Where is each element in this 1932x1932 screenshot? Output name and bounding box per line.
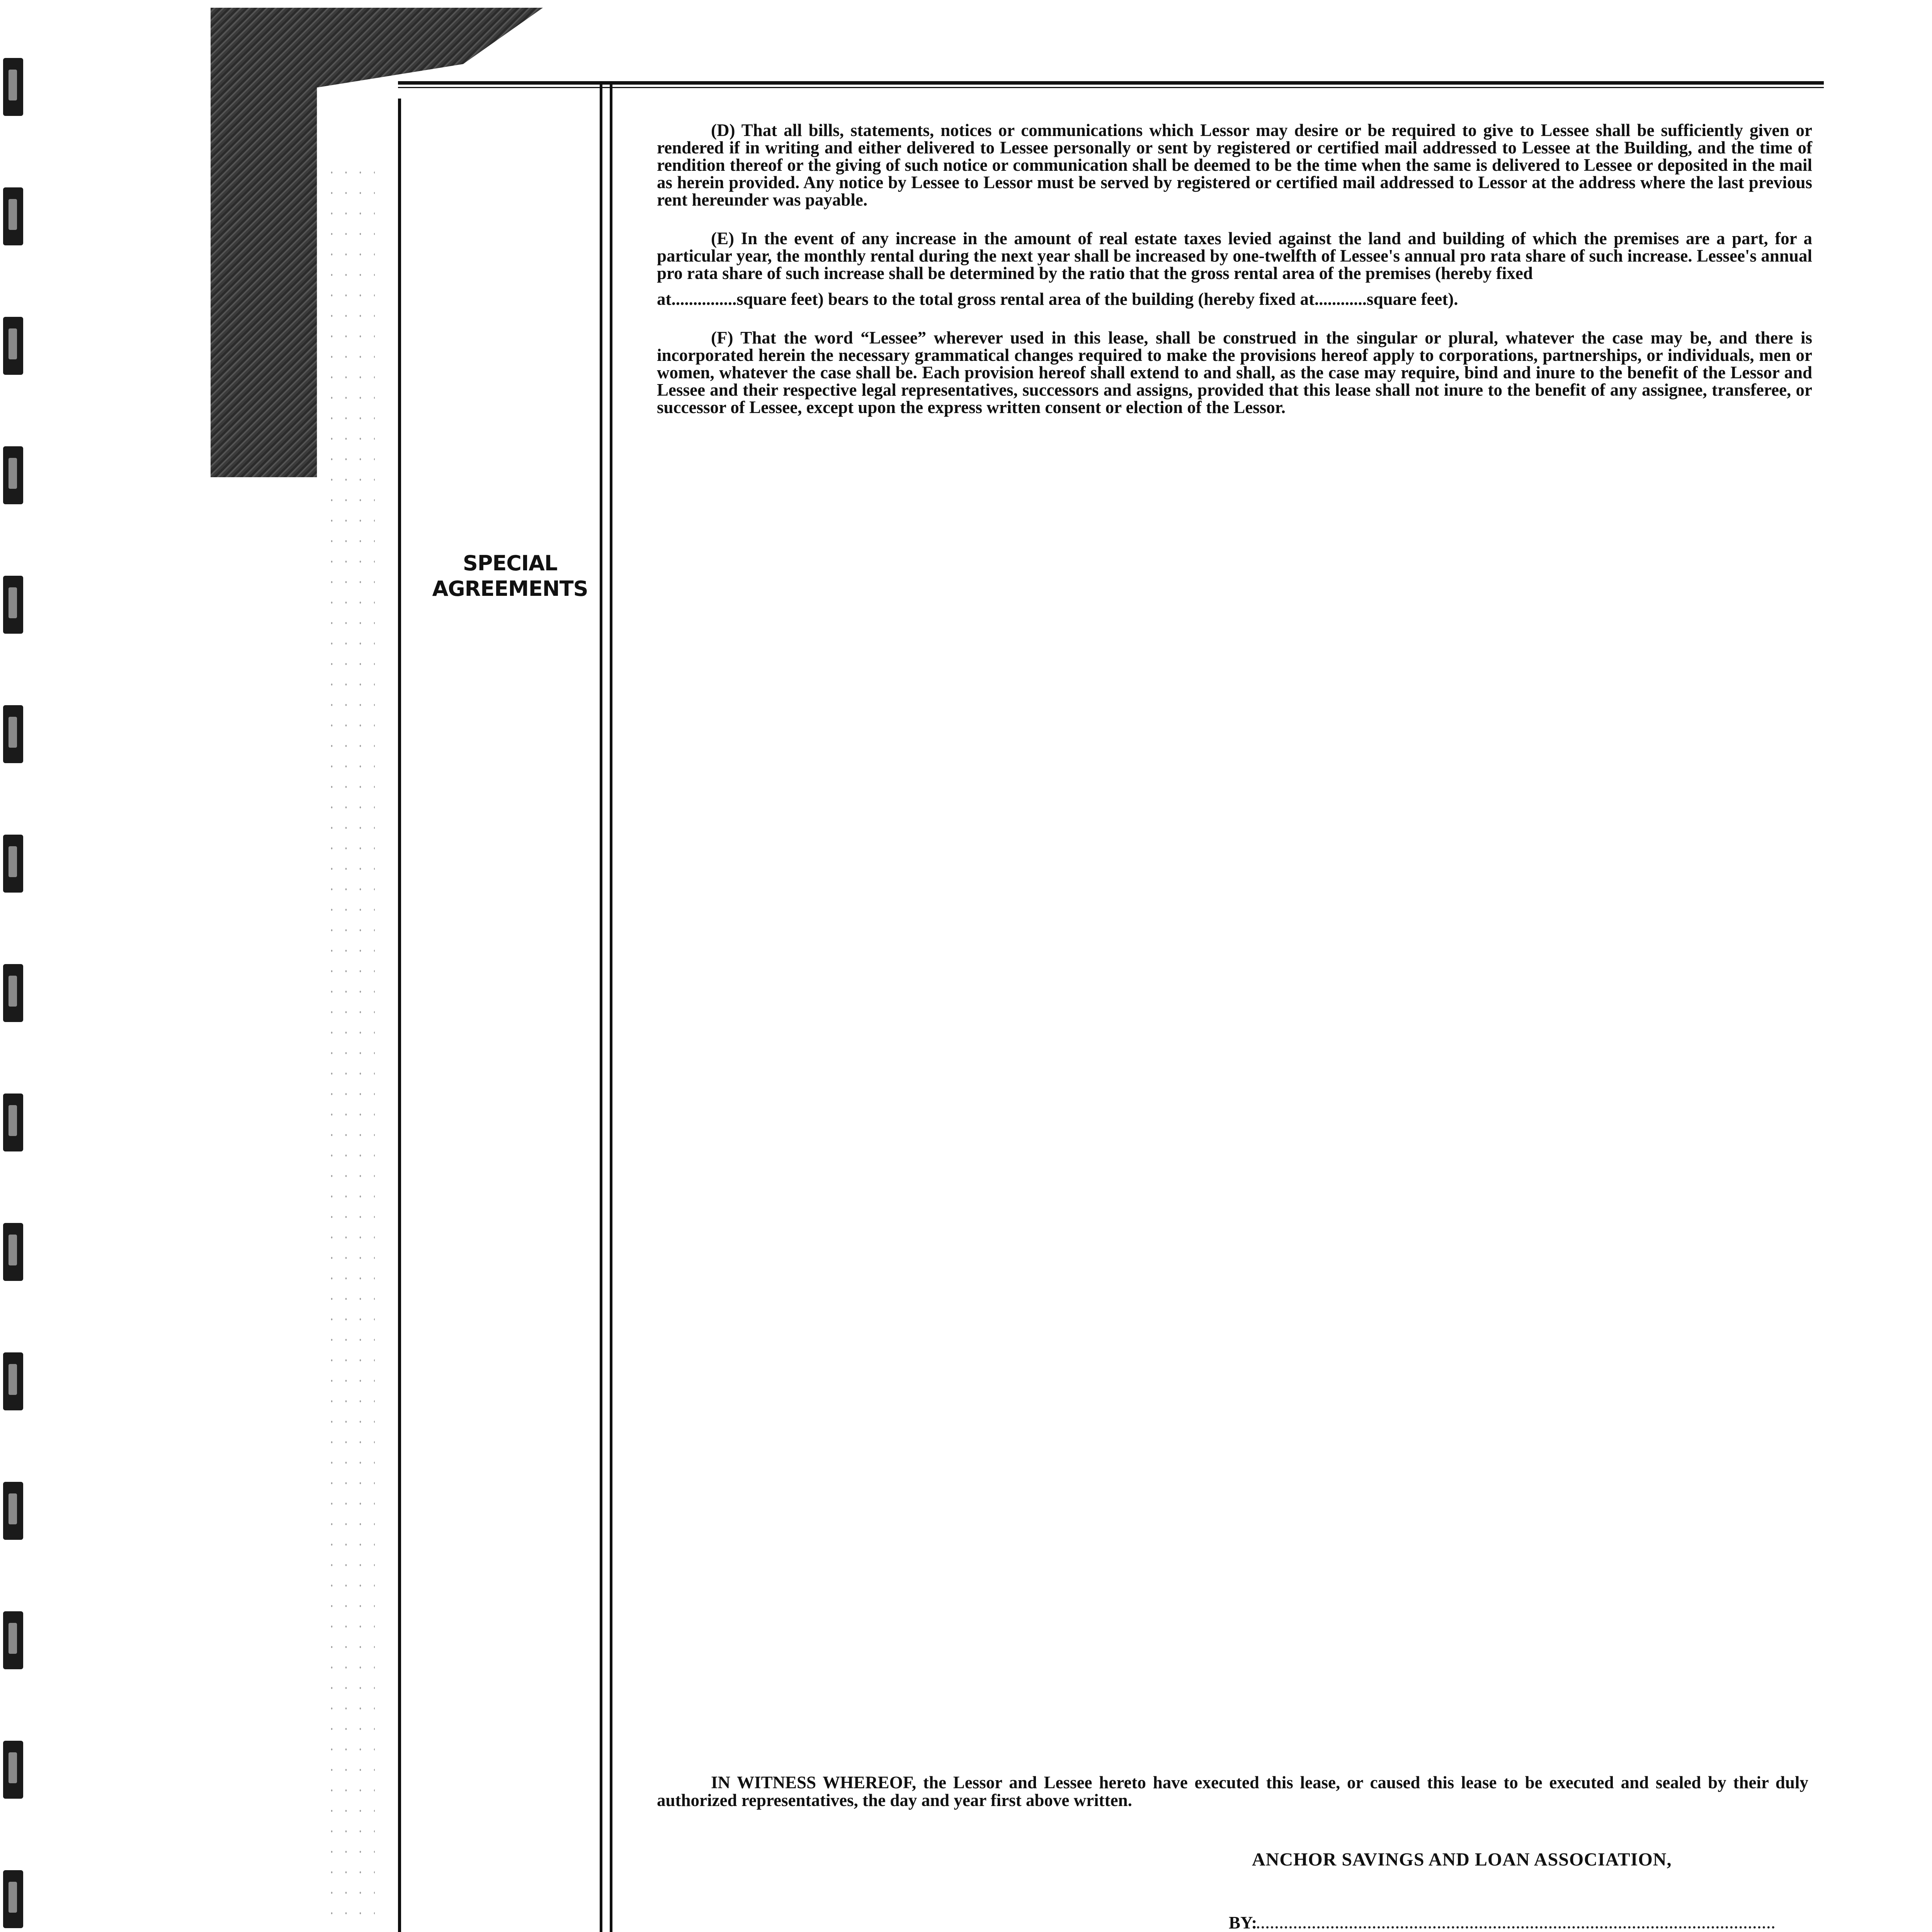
binding-hole	[3, 576, 23, 634]
scan-specks	[325, 162, 375, 1932]
binding-hole	[3, 1741, 23, 1799]
by-label: BY:	[1229, 1913, 1257, 1932]
frame-left-rule	[398, 99, 401, 1932]
binding-hole	[3, 58, 23, 116]
witness-clause: IN WITNESS WHEREOF, the Lessor and Lessee hereto have executed this lease, or caused this lease to be executed and sealed by their duly authorized representatives, the day and year first above written.	[657, 1773, 1808, 1810]
paragraph-f: (F) That the word “Lessee” wherever used in this lease, shall be construed in the singular or plural, whatever the case may be, and there is incorporated herein the necessary grammatical changes required to make the provisions hereof apply to corporations, partnerships, or individuals, men or women, whatever the case shall be. Each provision hereof shall extend to and shall, as the case may require, bind and inure to the benefit of the Lessor and Lessee and their respective legal representatives, successors and assigns, provided that this lease shall not inure to the benefit of any assignee, transferee, or successor of Lessee, except upon the express written consent or election of the Lessor.	[657, 328, 1812, 417]
binding-hole	[3, 835, 23, 893]
scan-corner-artifact	[211, 8, 543, 477]
paragraph-e-continued: at...............square feet) bears to the total gross rental area of the building (hereby fixed at............square feet).	[657, 289, 1458, 309]
signature-line-president[interactable]	[1229, 1913, 1775, 1932]
binding-hole	[3, 964, 23, 1022]
agreement-body	[657, 122, 1812, 437]
column-divider	[600, 83, 602, 1932]
binding-hole	[3, 1094, 23, 1151]
association-name: ANCHOR SAVINGS AND LOAN ASSOCIATION,	[1252, 1849, 1672, 1870]
binding-hole	[3, 705, 23, 763]
binding-hole	[3, 1223, 23, 1281]
signature-dotted-line	[1257, 1915, 1775, 1929]
binding-hole	[3, 446, 23, 504]
column-divider	[610, 83, 612, 1932]
binding-hole	[3, 1482, 23, 1540]
paragraph-d: (D) That all bills, statements, notices or communications which Lessor may desire or be required to give to Lessee shall be sufficiently given or rendered if in writing and either delivered to Lessee personally or sent by registered or certified mail addressed to Lessee at the Building, and the time of rendition thereof or the giving of such notice or communication shall be deemed to be the time when the same is delivered to Lessee or deposited in the mail as herein provided. Any notice by Lessee to Lessor must be served by registered or certified mail addressed to Lessor at the address where the last previous rent hereunder was payable.	[657, 121, 1812, 209]
binding-hole	[3, 1870, 23, 1928]
binding-hole	[3, 317, 23, 375]
binding-hole	[3, 1352, 23, 1410]
binding-holes	[0, 0, 31, 1932]
binding-hole	[3, 187, 23, 245]
special-agreements-label: SPECIAL AGREEMENTS	[432, 551, 588, 601]
paragraph-e: (E) In the event of any increase in the amount of real estate taxes levied against the land and building of which the premises are a part, for a particular year, the monthly rental during the next year shall be increased by one-twelfth of Lessee's annual pro rata share of such increase. Lessee's annual pro rata share of such increase shall be determined by the ratio that the gross rental area of the premises (hereby fixed	[657, 229, 1812, 283]
binding-hole	[3, 1611, 23, 1669]
